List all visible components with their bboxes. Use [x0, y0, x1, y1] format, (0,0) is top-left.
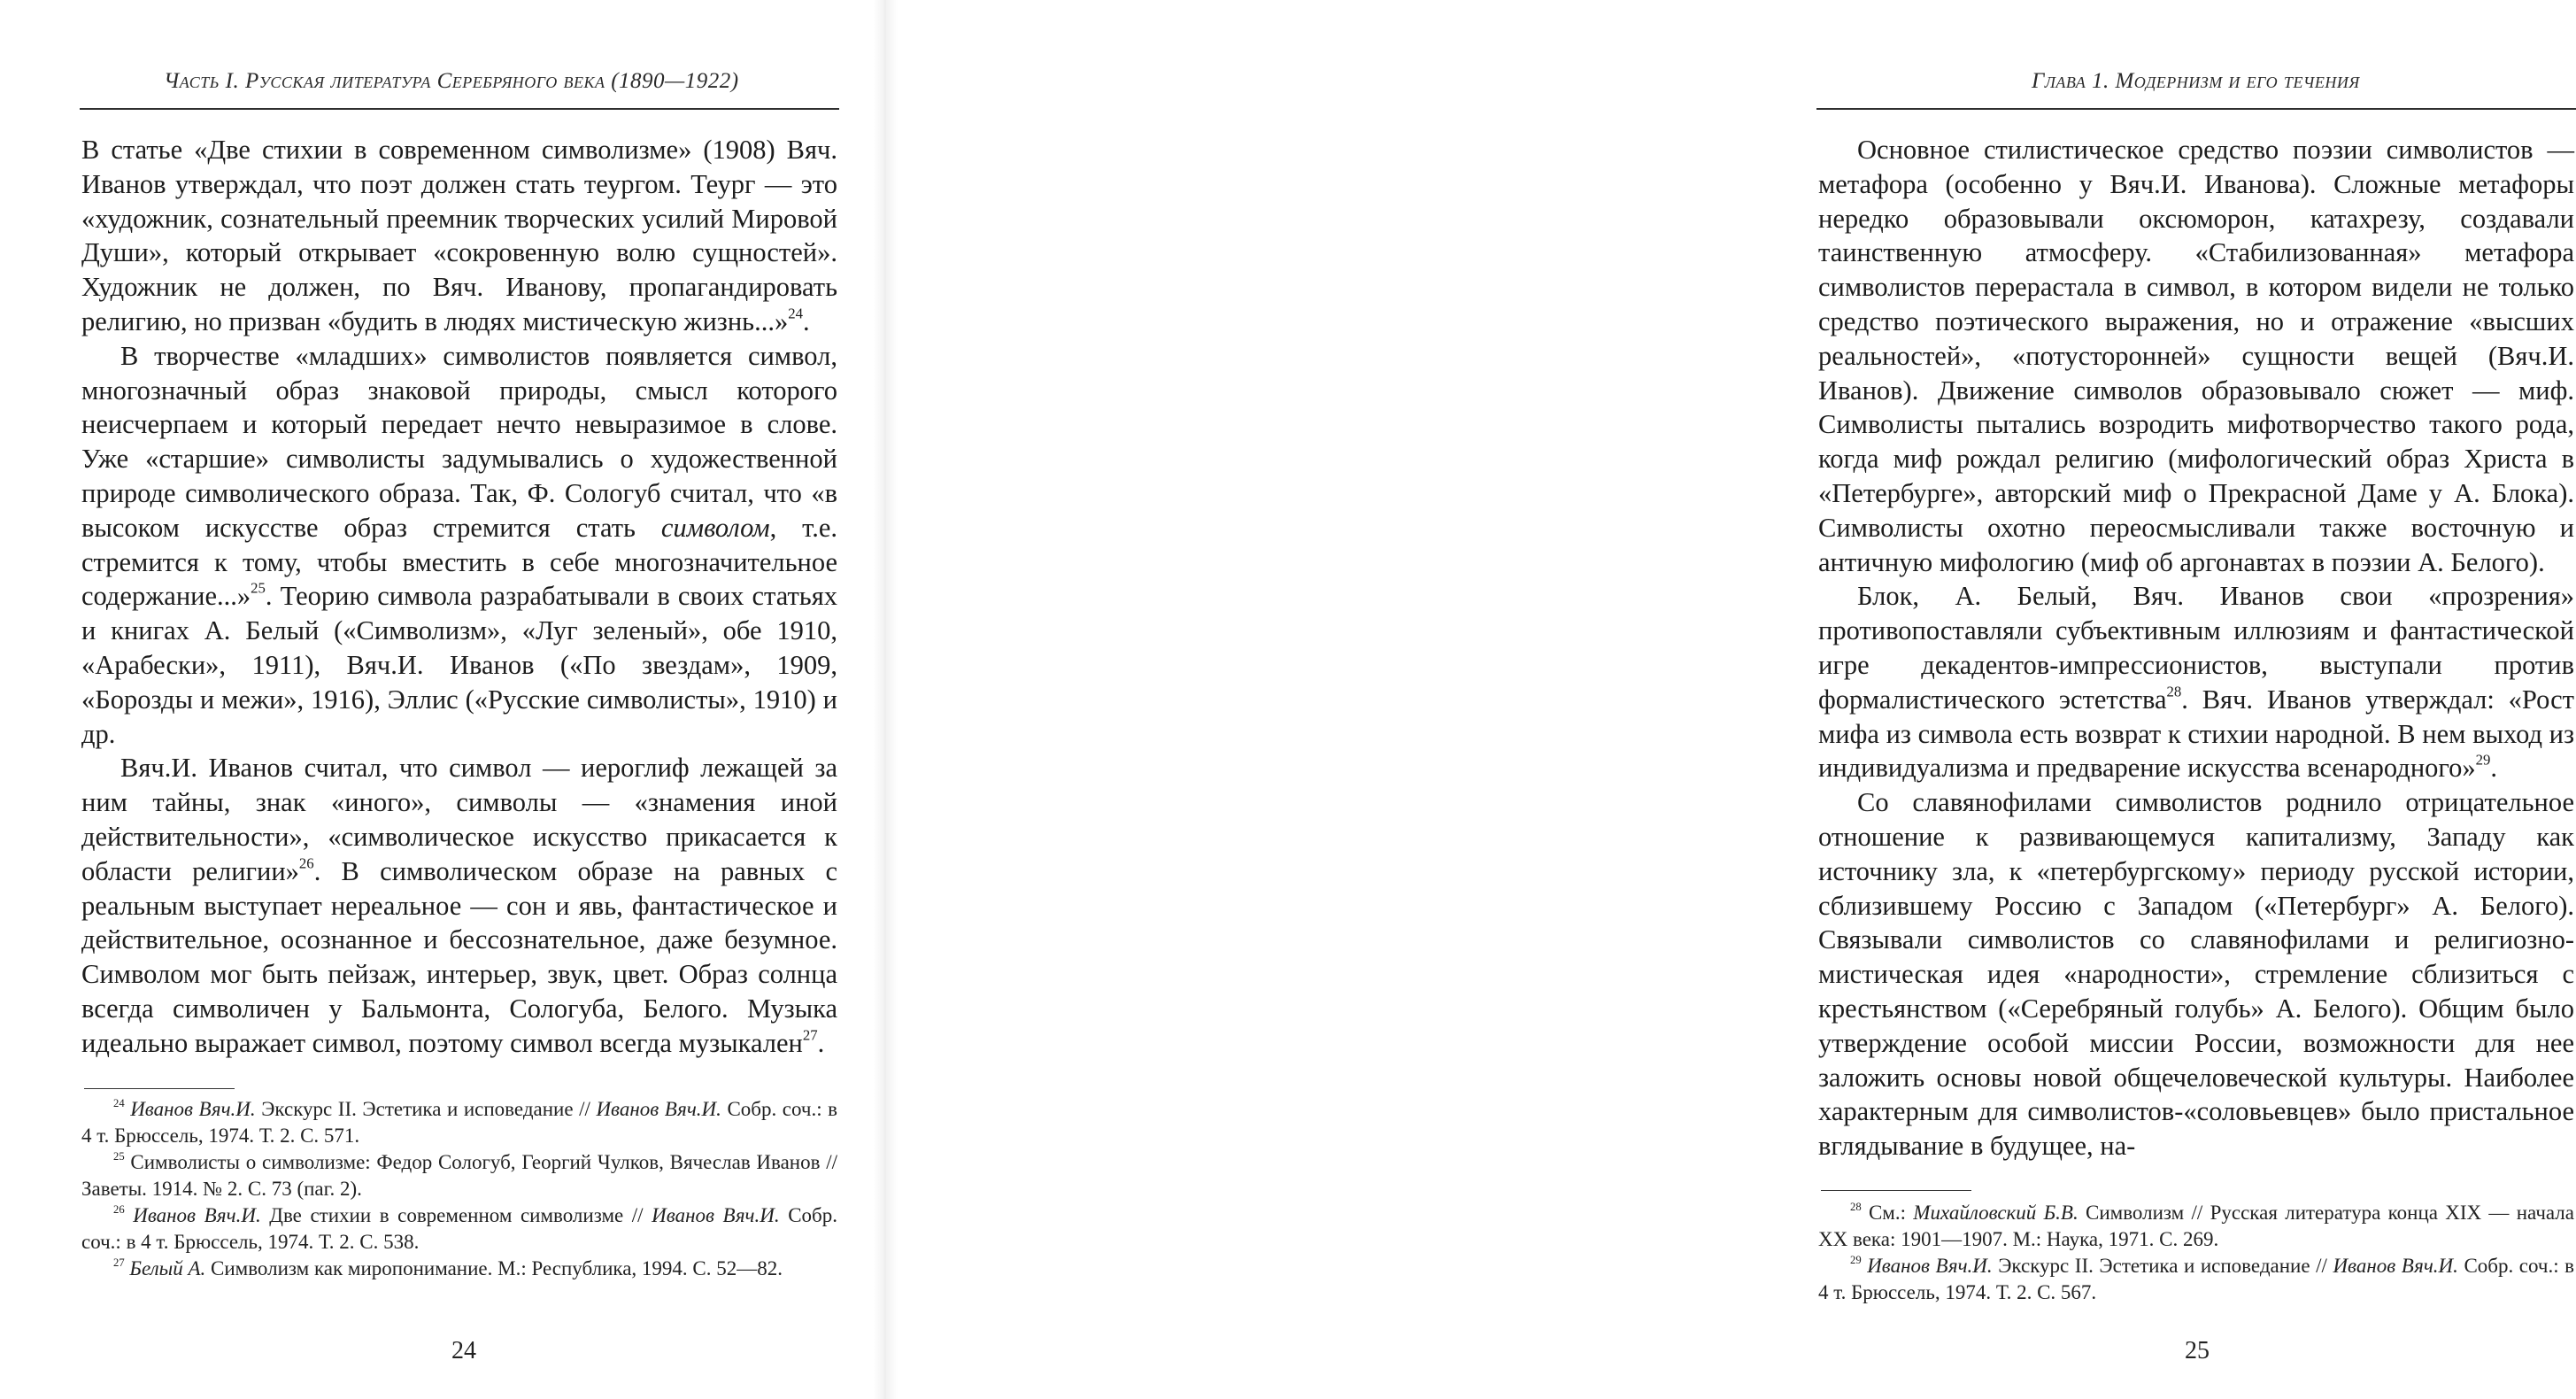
footnote — [81, 1256, 837, 1282]
footnote-author: Иванов Вяч.И. — [130, 1098, 256, 1120]
footnote-text: Две стихии в современном символизме // — [269, 1204, 644, 1226]
paragraph: В статье «Две стихии в современном символизме» (1908) Вяч. Иванов утверждал, что поэт должен стать теургом. Теург — это «художник, сознательный преемник творческих усилий Мировой Души», который открывает «сокровенную волю сущностей». Художник не должен, по Вяч. Иванову, пропагандировать религию, но призван «будить в людях мистическую жизнь...»$^{24}$. — [81, 135, 837, 336]
paragraph-text: Со славянофилами символистов роднило отрицательное отношение к развивающемуся капитализму, Западу как источнику зла, к «петербургскому» периоду русской истории, сблизившему Россию с Западом («Петербург» А. Белого). Связывали символистов со славянофилами и религиозно-мистическая идея «народности», стремление сблизиться с крестьянством («Серебряный голубь» А. Белого). Общим было утверждение особой миссии России, возможности для нее заложить основы новой общечеловеческой культуры. Наиболее характерным для символистов-«соловьевцев» было пристальное вглядывание в будущее, на- — [1818, 787, 2574, 1162]
body-text-left — [81, 133, 837, 1061]
footnote-text: Символизм как миропонимание. М.: Республика, 1994. С. 52—82. — [211, 1257, 783, 1279]
paragraph-text: Теорию символа разрабатывали в своих статьях и книгах А. Белый («Символизм», «Луг зеленый», обе 1910, «Арабески», 1911), Вяч.И. Иванов («По звездам», 1909, «Борозды и межи», 1916), Эллис («Русские символисты», 1910) и др. — [81, 581, 837, 749]
footnotes-right — [1818, 1200, 2574, 1306]
page-number-left: 24 — [451, 1337, 476, 1364]
footnote-ref: 27 — [802, 1026, 818, 1044]
footnote-number: 29 — [1850, 1253, 1862, 1266]
footnotes-left — [81, 1096, 837, 1282]
footnote-text: Экскурс II. Эстетика и исповедание // — [1998, 1255, 2327, 1277]
paragraph — [1818, 133, 2574, 579]
footnote-author: Белый А. — [129, 1257, 206, 1279]
running-head-right: Глава 1. Модернизм и его течения — [2032, 69, 2360, 93]
footnote-number: 28 — [1850, 1200, 1862, 1213]
footnote-author: Иванов Вяч.И. — [596, 1098, 721, 1120]
footnote-text: Экскурс II. Эстетика и исповедание // — [261, 1098, 590, 1120]
footnote-text: См.: — [1868, 1202, 1906, 1224]
right-page — [885, 0, 2575, 1399]
paragraph: Вяч.И. Иванов считал, что символ — иероглиф лежащей за ним тайны, знак «иного», символы — «знамения иной действительности», «символическое искусство прикасается к области религии»$^{26}$. В символическом образе на равных с реальным выступает нереальное — сон и явь, фантастическое и действительное, осознанное и бессознательное, даже безумное. Символом мог быть пейзаж, интерьер, звук, цвет. Образ солнца всегда символичен у Бальмонта, Сологуба, Белого. Музыка идеально выражает символ, поэтому символ всегда музыкален$^{27}$. — [81, 753, 837, 1058]
footnote-text: Собр. соч.: в 4 т. Брюссель, 1974. Т. 2. С. 538. — [81, 1204, 837, 1253]
paragraph: Блок, А. Белый, Вяч. Иванов свои «прозрения» противопоставляли субъективным иллюзиям и фантастической игре декадентов-импрессионистов, выступали против формалистического эстетства$^{28}$. Вяч. Иванов утверждал: «Рост мифа из символа есть возврат к стихии народной. В нем выход из индивидуализма и предварение искусства всенародного»$^{29}$. — [1818, 581, 2574, 784]
footnote-author: Иванов Вяч.И. — [133, 1204, 261, 1226]
footnote — [81, 1096, 837, 1149]
paragraph: В творчестве «младших» символистов появляется символ, многозначный образ знаковой природы, смысл которого неисчерпаем и который передает нечто невыразимое в слове. Уже «старшие» символисты задумывались о художественной природе символического образа. Так, Ф. Сологуб считал, что «в высоком искусстве образ стремится стать символом, т.е. стремится к тому, чтобы вместить в себе многозначительное содержание...»$^{25}$. Теорию символа разрабатывали в своих статьях и книгах А. Белый («Символизм», «Луг зеленый», обе 1910, «Арабески», 1911), Вяч.И. Иванов («По звездам», 1909, «Борозды и межи», 1916), Эллис («Русские символисты», 1910) и др. — [81, 340, 838, 749]
footnote-ref: 25 — [251, 579, 266, 597]
footnote-number: 24 — [113, 1096, 125, 1109]
emphasis-text: символом — [660, 512, 770, 543]
footnote-text: Собр. соч.: в 4 т. Брюссель, 1974. Т. 2. С. 571. — [81, 1098, 838, 1147]
footnote-ref: 24 — [788, 305, 803, 322]
footnote-number: 26 — [113, 1202, 125, 1216]
header-rule-left — [80, 108, 839, 110]
running-head-left: Часть I. Русская литература Серебряного века (1890—1922) — [164, 69, 739, 93]
paragraph-text: Основное стилистическое средство поэзии символистов — метафора (особенно у Вяч.И. Иванова). Сложные метафоры нередко образовывали оксюморон, катахрезу, создавали таинственную атмосферу. «Стабилизованная» метафора символистов перерастала в символ, в котором видели не только средство поэтического выражения, но и отражение «высших реальностей», «потусторонней» сущности вещей (Вяч.И. Иванов). Движение символов образовывало сюжет — миф. Символисты пытались возродить мифотворчество такого рода, когда миф рождал религию (мифологический образ Христа в «Петербурге», авторский миф о Прекрасной Даме у А. Блока). Символисты охотно переосмысливали также восточную и античную мифологию (миф об аргонавтах в поэзии А. Белого). — [1818, 135, 2574, 577]
paragraph-text: Вяч.И. Иванов считал, что символ — иероглиф лежащей за ним тайны, знак «иного», символы — «знамения иной действительности», «символическое искусство прикасается к области религии» — [81, 753, 837, 886]
paragraph-text: В творчестве «младших» символистов появляется символ, многозначный образ знаковой природы, смысл которого неисчерпаем и который передает нечто невыразимое в слове. Уже «старшие» символисты задумывались о художественной природе символического образа. Так, Ф. Сологуб считал, что «в высоком искусстве образ стремится стать — [81, 340, 837, 543]
footnote-text: Символизм // Русская литература конца XIX — начала XX века: 1901—1907. М.: Наука, 1971. С. 269. — [1818, 1202, 2574, 1250]
footnote-text: Собр. соч.: в 4 т. Брюссель, 1974. Т. 2. С. 567. — [1818, 1255, 2575, 1303]
footnote-text: Символисты о символизме: Федор Сологуб, Георгий Чулков, Вячеслав Иванов // Заветы. 1914. № 2. С. 73 (паг. 2). — [81, 1151, 838, 1200]
footnote — [81, 1149, 837, 1202]
footnote — [1818, 1253, 2574, 1306]
paragraph-text: . Вяч. Иванов утверждал: «Рост мифа из символа есть возврат к стихии народной. В нем выход из индивидуализма и предварение искусства всенародного» — [1818, 684, 2574, 784]
footnote-author: Иванов Вяч.И. — [652, 1204, 780, 1226]
footnote-number: 25 — [113, 1149, 125, 1163]
header-rule-right — [1816, 108, 2576, 110]
footnote-number: 27 — [113, 1256, 125, 1269]
paragraph-text: В статье «Две стихии в современном символизме» (1908) Вяч. Иванов утверждал, что поэт должен стать теургом. Теург — это «художник, сознательный преемник творческих усилий Мировой Души», который открывает «сокровенную волю сущностей». Художник не должен, по Вяч. Иванову, пропагандировать религию, но призван «будить в людях мистическую жизнь...» — [81, 135, 837, 336]
footnote-author: Иванов Вяч.И. — [2333, 1255, 2458, 1277]
body-text-right — [1818, 133, 2574, 1163]
footnote-ref: 28 — [2166, 683, 2182, 700]
footnote-rule-left — [84, 1088, 235, 1089]
footnote — [81, 1202, 837, 1256]
paragraph — [1818, 785, 2574, 1163]
footnote-rule-right — [1821, 1190, 1971, 1191]
footnote-author: Михайловский Б.В. — [1913, 1202, 2079, 1224]
paragraph-text: Блок, А. Белый, Вяч. Иванов свои «прозрения» противопоставляли субъективным иллюзиям и фантастической игре декадентов-импрессионистов, выступали против формалистического эстетства — [1818, 581, 2574, 715]
footnote-ref: 29 — [2475, 751, 2491, 769]
page-number-right: 25 — [2185, 1337, 2210, 1364]
paragraph-text: , т.е. стремится к тому, чтобы вместить в себе многозначительное содержание...» — [81, 512, 838, 612]
footnote — [1818, 1200, 2574, 1253]
footnote-ref: 26 — [298, 854, 314, 872]
left-page — [0, 0, 885, 1399]
paragraph-text: . В символическом образе на равных с реальным выступает нереальное — сон и явь, фантастическое и действительное, осознанное и бессознательное, даже безумное. Символом мог быть пейзаж, интерьер, звук, цвет. Образ солнца всегда символичен у Бальмонта, Сологуба, Белого. Музыка идеально выражает символ, поэтому символ всегда музыкален — [81, 855, 837, 1058]
footnote-author: Иванов Вяч.И. — [1867, 1255, 1993, 1277]
